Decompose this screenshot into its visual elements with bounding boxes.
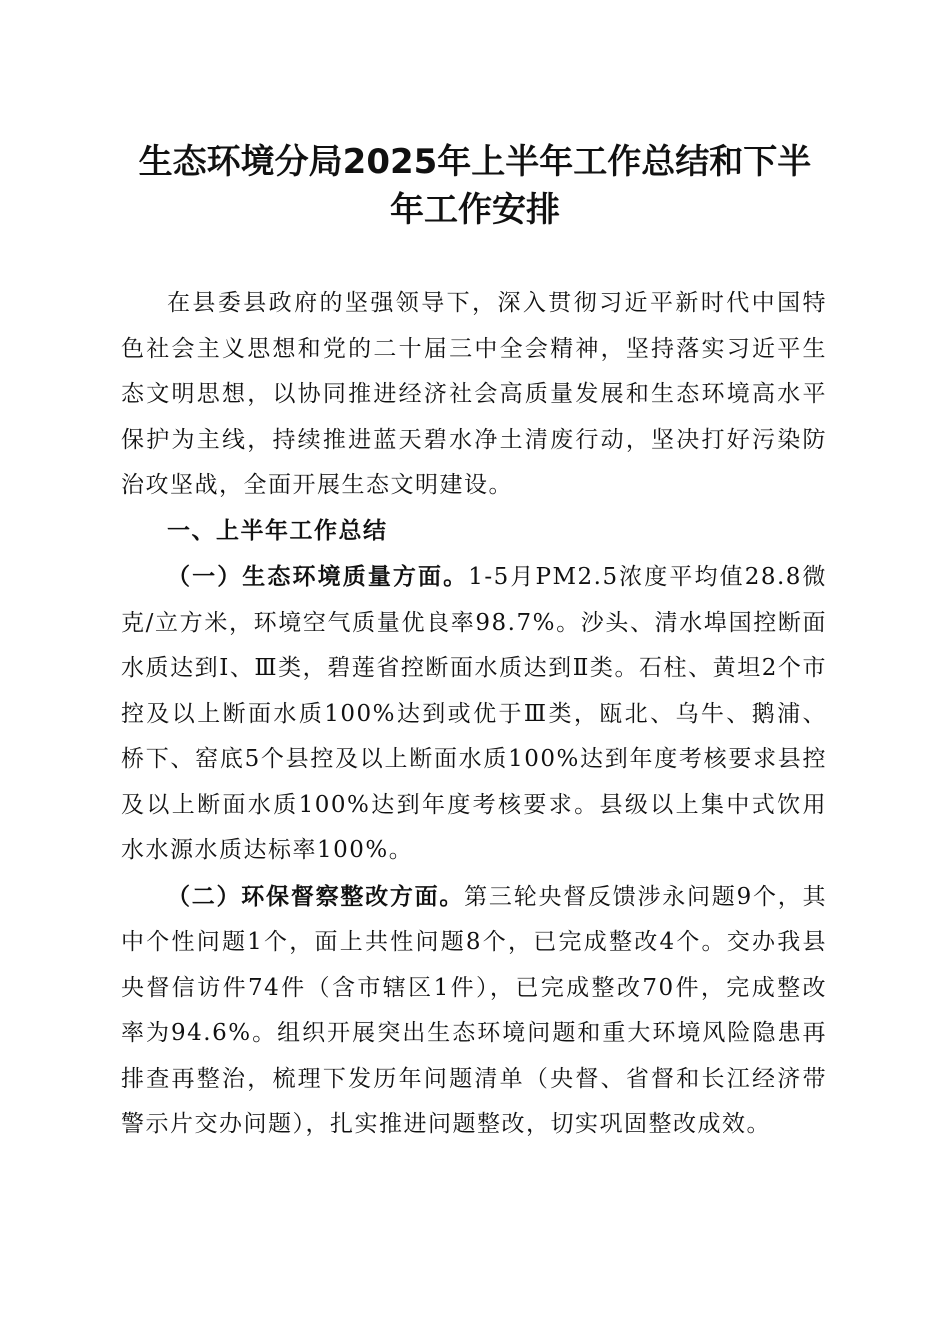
section-heading: 一、上半年工作总结: [167, 517, 388, 544]
item-2-lead: （二）环保督察整改方面。: [167, 882, 465, 910]
document-body: [121, 281, 827, 1148]
item-2-text: 第三轮央督反馈涉永问题9个，其中个性问题1个，面上共性问题8个，已完成整改4个。交办我县央督信访件74件（含市辖区1件），已完成整改70件，完成整改率为94.6%。组织开展突出生态环境问题和重大环境风险隐患再排查再整治，梳理下发历年问题清单（央督、省督和长江经济带警示片交办问题），扎实推进问题整改，切实巩固整改成效。: [121, 883, 827, 1137]
item-1-lead: （一）生态环境质量方面。: [167, 563, 469, 590]
intro-paragraph: 在县委县政府的坚强领导下，深入贯彻习近平新时代中国特色社会主义思想和党的二十届三中全会精神，坚持落实习近平生态文明思想，以协同推进经济社会高质量发展和生态环境高水平保护为主线，持续推进蓝天碧水净土清废行动，坚决打好污染防治攻坚战，全面开展生态文明建设。: [121, 290, 827, 498]
document-title: [110, 138, 840, 234]
title-line-2: 年工作安排: [390, 190, 560, 230]
title-line-1: 生态环境分局2025年上半年工作总结和下半: [138, 142, 812, 182]
item-2-paragraph: [121, 874, 827, 1148]
item-1-paragraph: [121, 554, 827, 874]
item-1-text: 1-5月PM2.5浓度平均值28.8微克/立方米，环境空气质量优良率98.7%。沙头、清水埠国控断面水质达到Ⅰ、Ⅲ类，碧莲省控断面水质达到Ⅱ类。石柱、黄坦2个市控及以上断面水质100%达到或优于Ⅲ类，瓯北、乌牛、鹅浦、桥下、窑底5个县控及以上断面水质100%达到年度考核要求县控及以上断面水质100%达到年度考核要求。县级以上集中式饮用水水源水质达标率100%。: [121, 564, 828, 863]
